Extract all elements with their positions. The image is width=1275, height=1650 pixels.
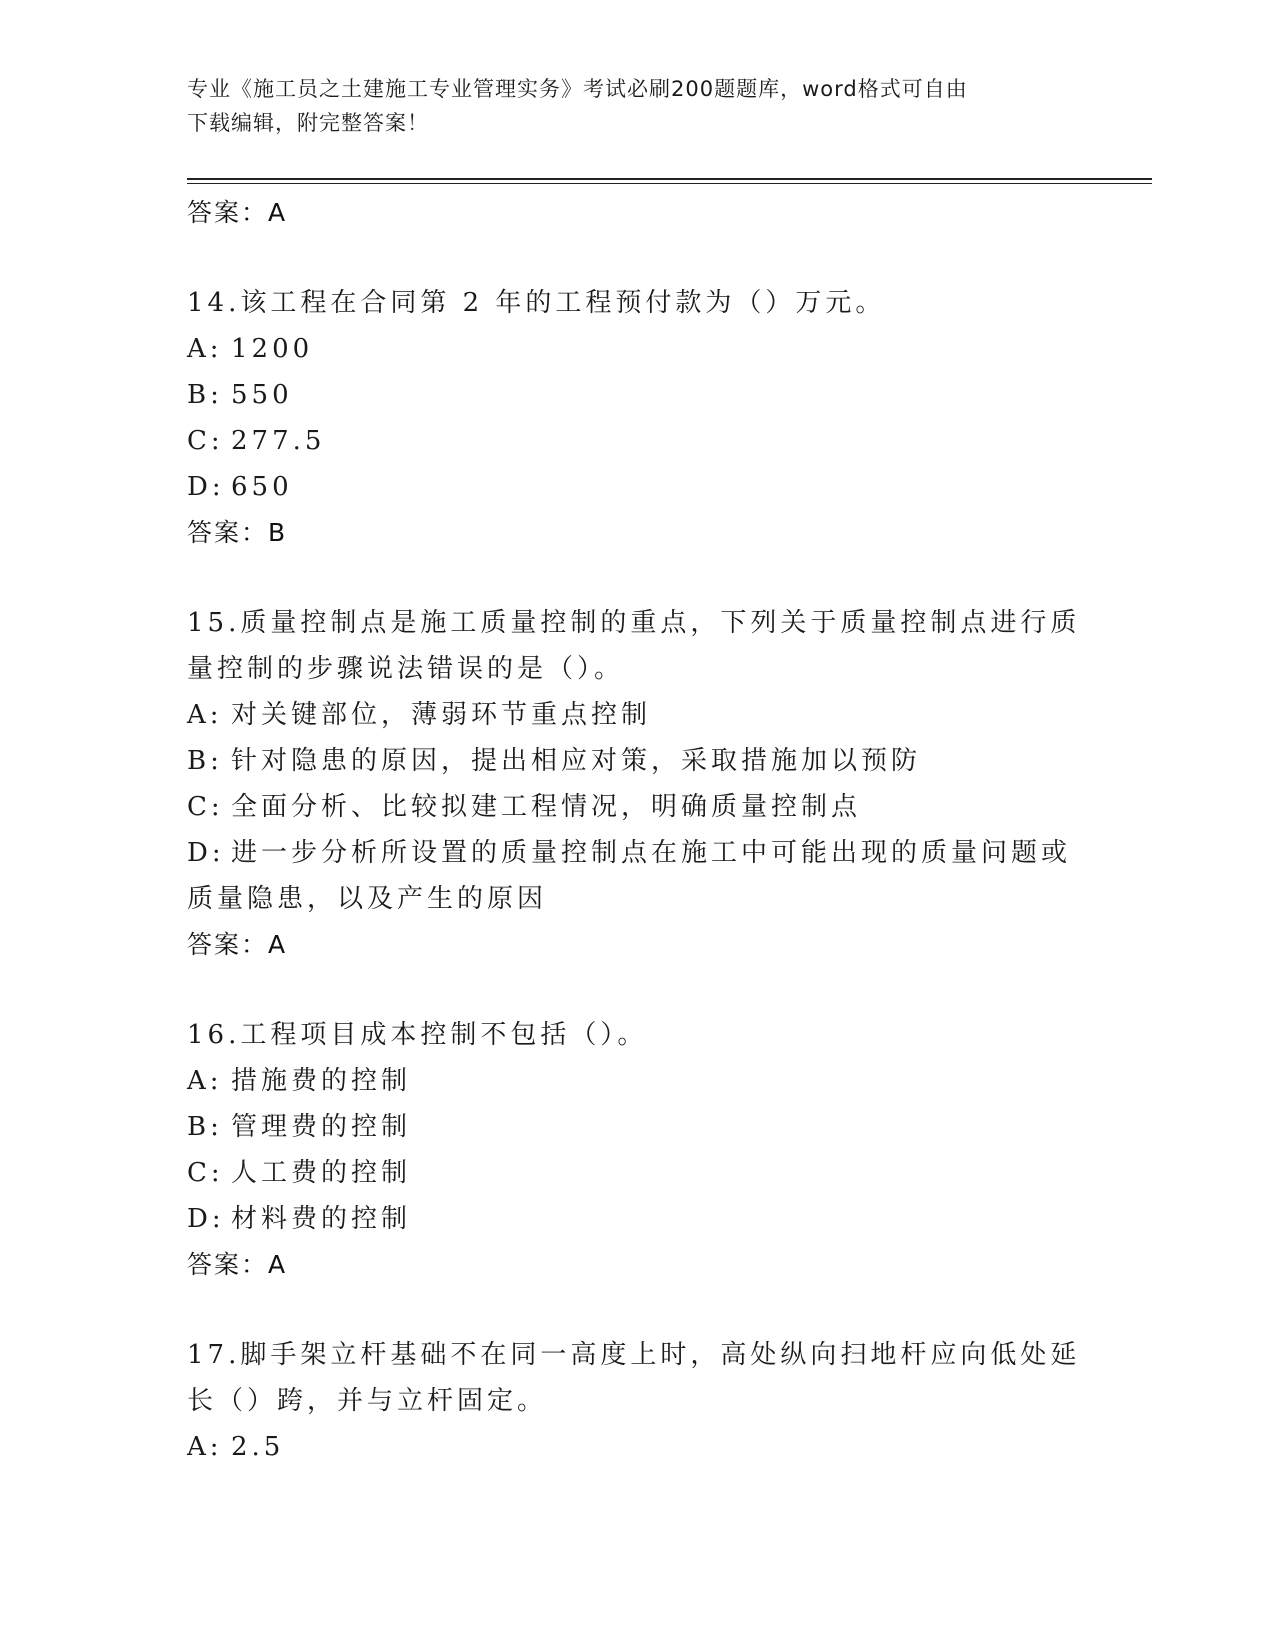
option-c	[187, 418, 1087, 464]
option-key: A:	[187, 1066, 223, 1096]
answer-line: 答案：A	[187, 930, 288, 959]
question-text: 14.该工程在合同第 2 年的工程预付款为（）万元。	[187, 288, 886, 318]
header-line-1: 专业《施工员之土建施工专业管理实务》考试必刷200题题库，word格式可自由	[187, 77, 968, 101]
option-b	[187, 738, 1087, 784]
answer-line: 答案：A	[187, 198, 288, 227]
option-text: 材料费的控制	[231, 1204, 412, 1234]
header-line-2: 下载编辑，附完整答案！	[187, 111, 429, 135]
option-text: 针对隐患的原因，提出相应对策，采取措施加以预防	[231, 746, 922, 776]
option-b	[187, 1104, 1087, 1150]
option-key: A:	[187, 1432, 223, 1462]
option-key: C:	[187, 1158, 224, 1188]
header-rule-thick	[187, 178, 1152, 180]
option-key: C:	[187, 792, 224, 822]
option-text: 对关键部位，薄弱环节重点控制	[231, 700, 652, 730]
option-b	[187, 372, 1087, 418]
option-key: D:	[187, 838, 225, 868]
option-text: 措施费的控制	[231, 1066, 412, 1096]
option-key: A:	[187, 334, 223, 364]
question-14	[187, 280, 1087, 556]
answer-line: 答案：A	[187, 1250, 288, 1279]
question-15	[187, 600, 1087, 968]
option-d	[187, 830, 1087, 922]
question-text: 16.工程项目成本控制不包括（）。	[187, 1020, 648, 1050]
option-text: 550	[231, 380, 293, 410]
option-d	[187, 464, 1087, 510]
question-text: 15.质量控制点是施工质量控制的重点，下列关于质量控制点进行质量控制的步骤说法错误的是（）。	[187, 608, 1081, 684]
option-text: 人工费的控制	[231, 1158, 412, 1188]
option-text: 650	[231, 472, 293, 502]
option-a	[187, 326, 1087, 372]
header-rule-thin	[187, 183, 1152, 184]
option-text: 2.5	[231, 1432, 285, 1462]
option-a	[187, 1424, 1087, 1470]
option-text: 管理费的控制	[231, 1112, 412, 1142]
option-c	[187, 1150, 1087, 1196]
answer-line: 答案：B	[187, 518, 288, 547]
option-text: 277.5	[231, 426, 326, 456]
question-16	[187, 1012, 1087, 1288]
question-17	[187, 1332, 1087, 1470]
option-key: D:	[187, 1204, 225, 1234]
option-c	[187, 784, 1087, 830]
option-key: B:	[187, 1112, 223, 1142]
option-a	[187, 1058, 1087, 1104]
option-a	[187, 692, 1087, 738]
option-key: B:	[187, 380, 223, 410]
option-d	[187, 1196, 1087, 1242]
option-text: 全面分析、比较拟建工程情况，明确质量控制点	[231, 792, 862, 822]
question-text: 17.脚手架立杆基础不在同一高度上时，高处纵向扫地杆应向低处延长（）跨，并与立杆固定。	[187, 1340, 1081, 1416]
option-key: D:	[187, 472, 225, 502]
document-body	[187, 190, 1087, 1470]
option-text: 进一步分析所设置的质量控制点在施工中可能出现的质量问题或质量隐患，以及产生的原因	[187, 838, 1072, 914]
document-header	[187, 72, 1067, 140]
option-key: C:	[187, 426, 224, 456]
option-text: 1200	[231, 334, 314, 364]
option-key: B:	[187, 746, 223, 776]
option-key: A:	[187, 700, 223, 730]
